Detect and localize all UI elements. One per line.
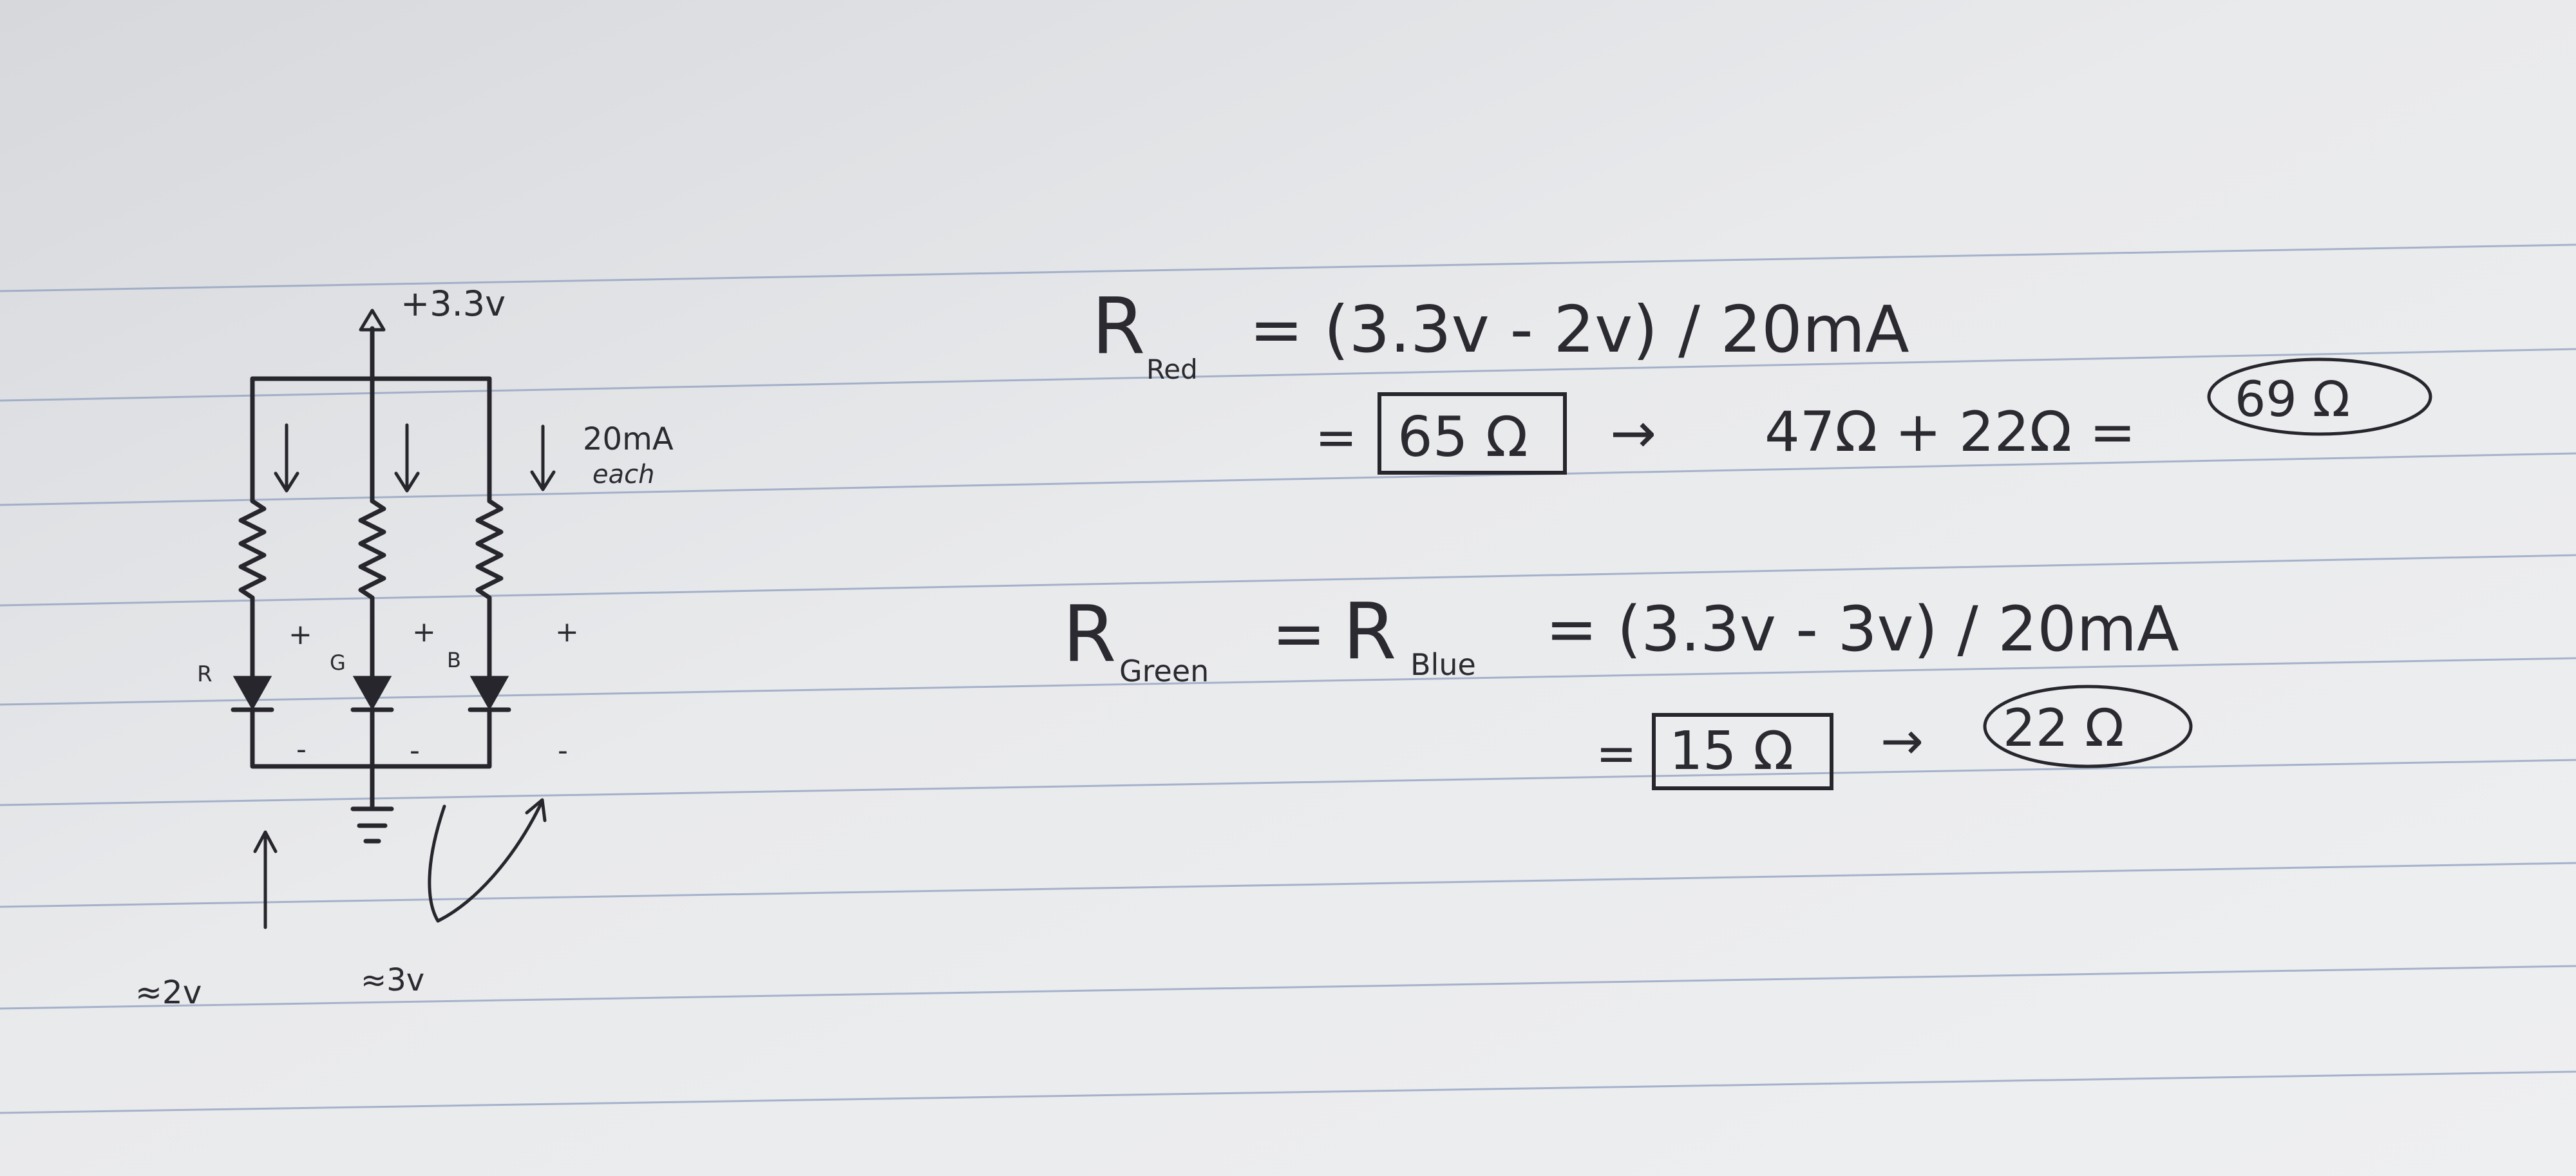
minus-sign-blue: -: [558, 734, 568, 767]
led-label-r: R: [197, 661, 213, 687]
red-result: 65 Ω: [1397, 405, 1528, 469]
gb-formula: = (3.3v - 3v) / 20mA: [1546, 593, 2179, 665]
current-label: 20mA: [583, 421, 674, 457]
gb-symbol-green: R: [1063, 590, 1117, 679]
gb-voltage-label: ≈3v: [361, 962, 425, 998]
red-substitution: 47Ω + 22Ω =: [1765, 400, 2136, 464]
red-arrow: →: [1610, 401, 1657, 466]
plus-sign-red: +: [289, 618, 312, 651]
gb-subscript-green: Green: [1119, 654, 1209, 688]
current-note: each: [592, 460, 655, 489]
red-result-prefix: =: [1315, 409, 1358, 467]
red-subscript: Red: [1146, 354, 1198, 385]
gb-equals: =: [1272, 596, 1326, 671]
gb-symbol-blue: R: [1343, 587, 1397, 677]
red-symbol: R: [1092, 282, 1146, 372]
gb-arrow: →: [1880, 711, 1924, 771]
minus-sign-green: -: [410, 734, 420, 767]
red-chosen: 69 Ω: [2235, 370, 2350, 428]
led-label-g: G: [330, 650, 346, 675]
gb-result: 15 Ω: [1669, 721, 1794, 782]
plus-sign-blue: +: [555, 616, 579, 649]
red-formula: = (3.3v - 2v) / 20mA: [1249, 292, 1909, 367]
gb-result-prefix: =: [1596, 725, 1637, 782]
led-label-b: B: [447, 648, 461, 672]
gb-chosen: 22 Ω: [2003, 698, 2125, 758]
supply-label: +3.3v: [401, 283, 506, 324]
minus-sign-red: -: [296, 733, 307, 766]
plus-sign-green: +: [412, 616, 436, 649]
gb-subscript-blue: Blue: [1410, 647, 1476, 682]
red-voltage-label: ≈2v: [135, 974, 202, 1011]
